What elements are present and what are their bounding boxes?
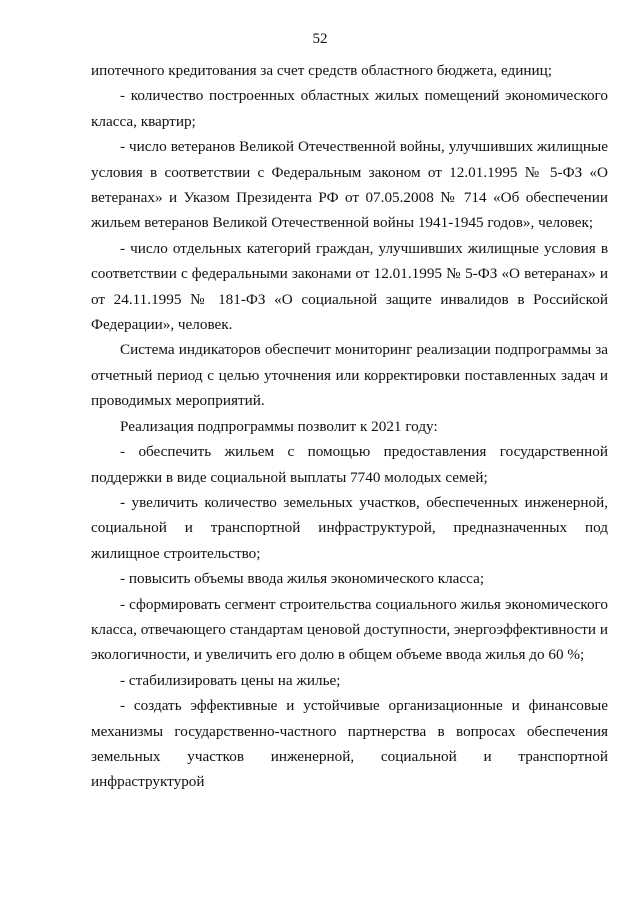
list-item-partnership: - создать эффективные и устойчивые организационные и финансовые механизмы государственно-частного партнерства в вопросах обеспечения земельных участков инженерной, социальной и транспортной инфраструктурой — [91, 697, 608, 791]
paragraph-indicator-system: Система индикаторов обеспечит мониторинг реализации подпрограммы за отчетный период с целью уточнения или корректировки поставленных задач и проводимых мероприятий. — [91, 341, 608, 410]
paragraph-continuation: ипотечного кредитования за счет средств областного бюджета, единиц; — [91, 62, 552, 79]
body-text — [91, 58, 608, 795]
paragraph-implementation-intro: Реализация подпрограммы позволит к 2021 году: — [120, 417, 438, 435]
list-item-land-plots: - увеличить количество земельных участков, обеспеченных инженерной, социальной и транспортной инфраструктурой, предназначенных под жилищное строительство; — [91, 493, 608, 562]
list-item-veterans: - число ветеранов Великой Отечественной войны, улучшивших жилищные условия в соответствии с Федеральным законом от 12.01.1995 № 5-ФЗ «О ветеранах» и Указом Президента РФ от 07.05.2008 № 714 «Об обеспечении жильем ветеранов Великой Отечественной войны 1941-1945 годов», человек; — [91, 138, 608, 232]
page-number: 52 — [312, 31, 328, 47]
list-item-citizen-categories: - число отдельных категорий граждан, улучшивших жилищные условия в соответствии с федеральными законами от 12.01.1995 № 5-ФЗ «О ветеранах» и от 24.11.1995 № 181-ФЗ «О социальной защите инвалидов в Российской Федерации», человек. — [91, 239, 608, 334]
list-item-housing-built: - количество построенных областных жилых помещений экономического класса, квартир; — [91, 87, 608, 130]
list-item-housing-volume: - повысить объемы ввода жилья экономического класса; — [120, 570, 485, 588]
list-item-price-stability: - стабилизировать цены на жилье; — [120, 671, 341, 689]
list-item-social-housing: - сформировать сегмент строительства социального жилья экономического класса, отвечающего стандартам ценовой доступности, энергоэффективности и экологичности, и увеличить его долю в общем объеме ввода жилья до 60 %; — [91, 595, 608, 664]
list-item-young-families: - обеспечить жильем с помощью предоставления государственной поддержки в виде социальной выплаты 7740 молодых семей; — [91, 443, 608, 486]
